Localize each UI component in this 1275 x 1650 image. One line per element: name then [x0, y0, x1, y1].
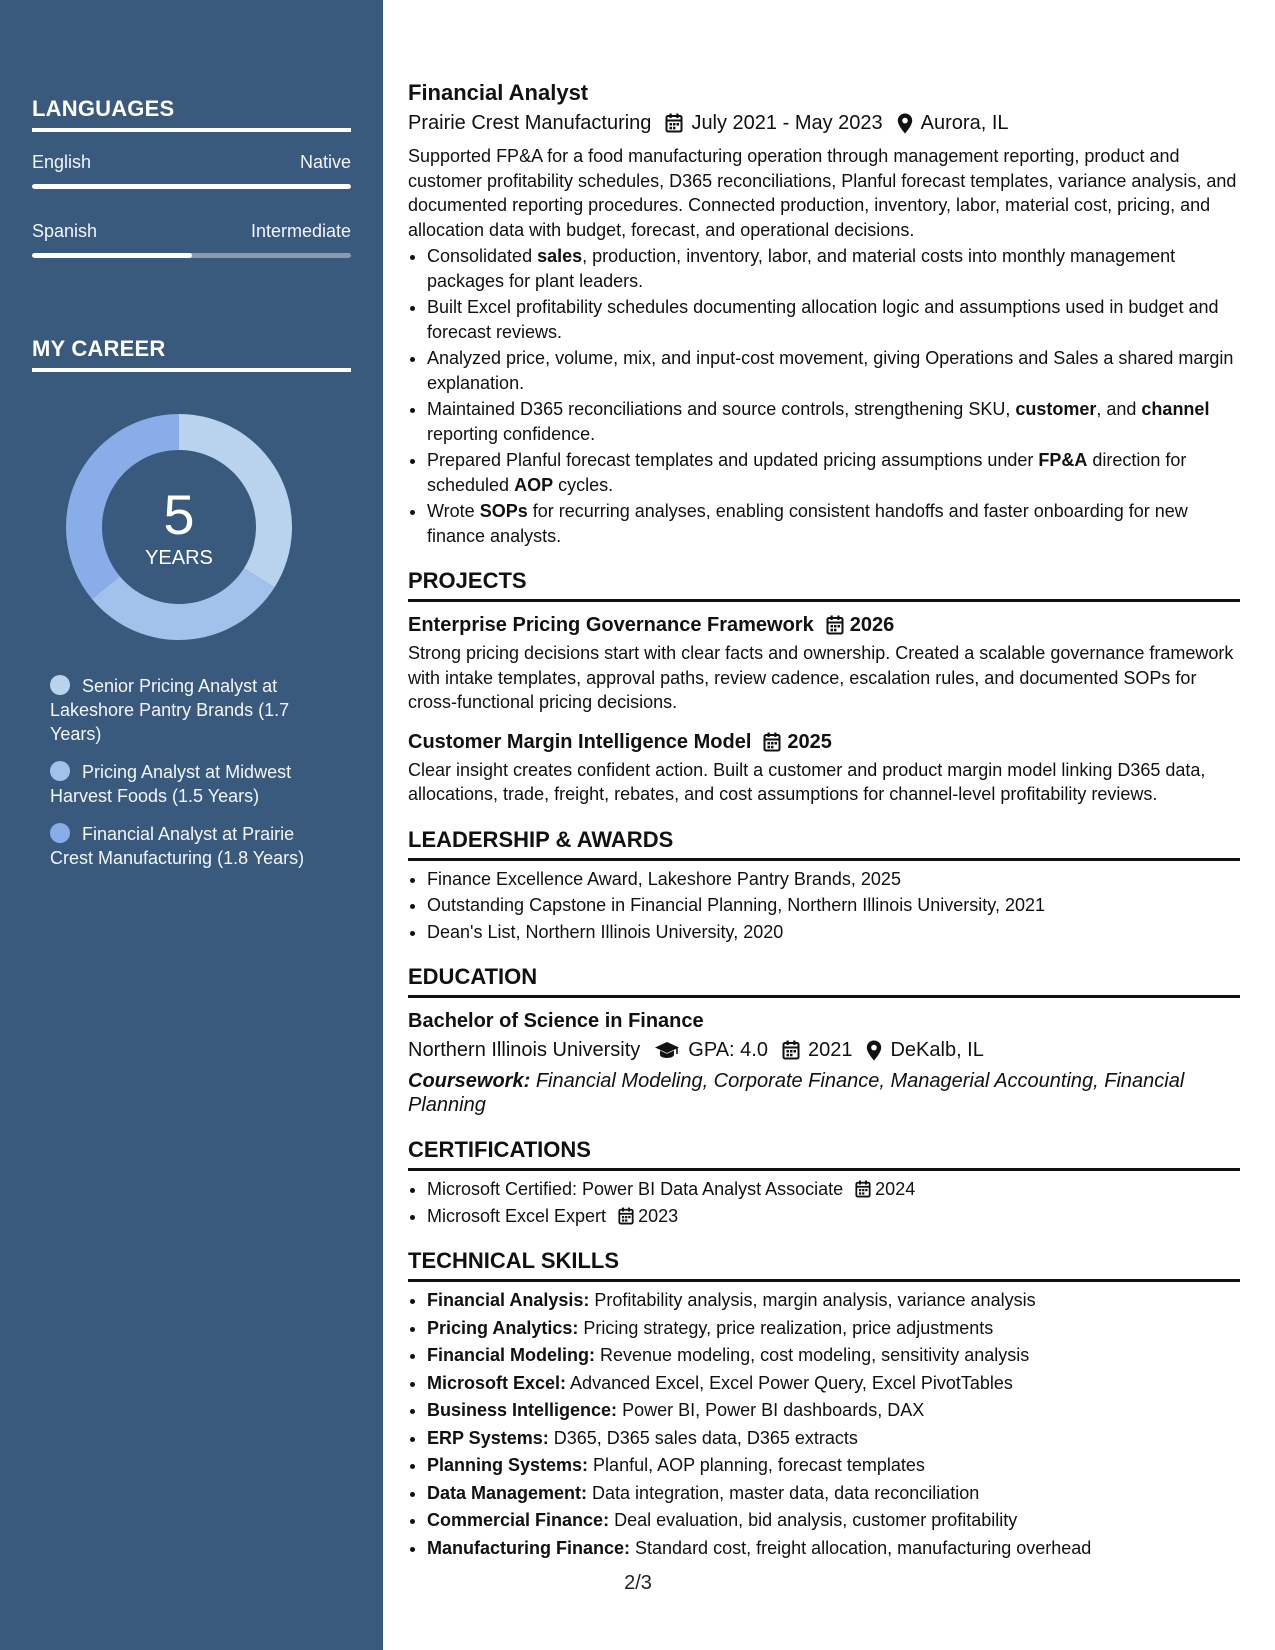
project-description: Strong pricing decisions start with clear facts and ownership. Created a scalable governance framework with intake templates, approval paths, review cadence, escalation rules, and documented SOPs for cross-functional pricing decisions.: [408, 643, 1234, 712]
job-bullet: • Prepared Planful forecast templates and updated pricing assumptions under FP&A direction for scheduled AOP cycles.: [427, 448, 1240, 497]
skill-label: Microsoft Excel:: [427, 1372, 567, 1393]
skill-label: Financial Modeling:: [427, 1345, 596, 1365]
job-meta: [408, 108, 1240, 138]
skill-label: Data Management:: [427, 1482, 588, 1503]
education-gpa: GPA: 4.0: [688, 1039, 768, 1061]
certification-year: 2024: [875, 1179, 916, 1199]
leadership-item: • Finance Excellence Award, Lakeshore Pantry Brands, 2025: [427, 867, 1240, 892]
job-bullets: [408, 244, 1240, 548]
skills-heading: TECHNICAL SKILLS: [408, 1246, 1240, 1282]
skill-item: • Planning Systems: Planful, AOP planning, forecast templates: [427, 1453, 1240, 1479]
graduation-cap-icon: [654, 1041, 680, 1059]
map-pin-icon: [897, 113, 913, 134]
skill-label: Pricing Analytics:: [427, 1317, 579, 1338]
job-bullet: • Maintained D365 reconciliations and source controls, strengthening SKU, customer, and channel reporting confidence.: [427, 397, 1240, 446]
certification-item: [427, 1177, 1240, 1202]
coursework-label: Coursework:: [408, 1070, 531, 1092]
job-bullet: • Consolidated sales, production, inventory, labor, and material costs into monthly management packages for plant leaders.: [427, 244, 1240, 293]
job-bullet: • Wrote SOPs for recurring analyses, enabling consistent handoffs and faster onboarding for new finance analysts.: [427, 499, 1240, 548]
language-bar-spanish: [32, 253, 351, 258]
language-name: Spanish: [32, 221, 98, 241]
sidebar: [0, 0, 383, 1650]
skill-item: • Manufacturing Finance: Standard cost, freight allocation, manufacturing overhead: [427, 1536, 1240, 1562]
education-location: DeKalb, IL: [890, 1039, 984, 1061]
language-bar-fill: [32, 253, 192, 258]
language-level: Intermediate: [250, 221, 351, 241]
calendar-icon: [618, 1207, 634, 1225]
certification-name: • Microsoft Certified: Power BI Data Analyst Associate: [427, 1179, 844, 1199]
project-description: Clear insight creates confident action. Built a customer and product margin model linking D365 data, allocations, trade, freight, rebates, and cost assumptions for channel-level profitability reviews.: [408, 759, 1206, 804]
skill-item: • Data Management: Data integration, master data, data reconciliation: [427, 1481, 1240, 1507]
legend-dot: [50, 675, 70, 695]
job-title: Financial Analyst: [408, 80, 589, 105]
certification-item: [427, 1204, 1240, 1229]
calendar-icon: [782, 1040, 800, 1060]
page-number: 2/3: [624, 1572, 652, 1594]
skill-label: Business Intelligence:: [427, 1400, 618, 1420]
main-content: [408, 78, 1240, 1563]
skill-label: ERP Systems:: [427, 1427, 549, 1448]
certification-name: • Microsoft Excel Expert: [427, 1205, 607, 1226]
education-meta: [408, 1035, 1240, 1065]
career-legend-item: [50, 822, 340, 870]
job-bullet: • Analyzed price, volume, mix, and input-cost movement, giving Operations and Sales a shared margin explanation.: [427, 346, 1240, 395]
projects-heading: PROJECTS: [408, 566, 1240, 602]
leadership-item: • Dean's List, Northern Illinois University, 2020: [427, 920, 1240, 945]
languages-heading: LANGUAGES: [32, 96, 351, 132]
language-bar-fill: [32, 184, 351, 189]
calendar-icon: [763, 732, 781, 752]
leadership-heading: LEADERSHIP & AWARDS: [408, 825, 1240, 861]
skill-item: • Financial Analysis: Profitability analysis, margin analysis, variance analysis: [427, 1288, 1240, 1314]
coursework: [408, 1069, 1240, 1117]
skill-item: • Financial Modeling: Revenue modeling, cost modeling, sensitivity analysis: [427, 1343, 1240, 1369]
certification-year: 2023: [638, 1205, 679, 1226]
project-year: 2026: [849, 614, 895, 636]
job-location: Aurora, IL: [920, 112, 1009, 134]
education-year: 2021: [807, 1039, 853, 1061]
calendar-icon: [826, 615, 844, 635]
career-heading: MY CAREER: [32, 336, 351, 372]
map-pin-icon: [866, 1040, 882, 1061]
project-name: Enterprise Pricing Governance Framework: [408, 614, 814, 636]
language-row-english: [32, 152, 351, 173]
career-legend: [50, 674, 340, 884]
school-name: Northern Illinois University: [408, 1039, 641, 1061]
skill-item: • Commercial Finance: Deal evaluation, bid analysis, customer profitability: [427, 1508, 1240, 1534]
skill-item: • Business Intelligence: Power BI, Power BI dashboards, DAX: [427, 1398, 1240, 1424]
certifications-list: [408, 1177, 1240, 1228]
skills-list: [408, 1288, 1240, 1561]
skill-label: Commercial Finance:: [427, 1510, 610, 1530]
language-bar-english: [32, 184, 351, 189]
career-total-number: 5: [163, 482, 195, 546]
job-dates: July 2021 - May 2023: [691, 112, 883, 134]
career-total-unit: YEARS: [145, 546, 213, 569]
career-legend-label: Financial Analyst at Prairie Crest Manufacturing (1.8 Years): [50, 824, 305, 868]
project-title: [408, 611, 1240, 639]
career-legend-item: [50, 674, 340, 746]
leadership-item: • Outstanding Capstone in Financial Planning, Northern Illinois University, 2021: [427, 893, 1240, 918]
skill-item: • ERP Systems: D365, D365 sales data, D365 extracts: [427, 1426, 1240, 1452]
skill-label: Financial Analysis:: [427, 1290, 590, 1310]
language-name: English: [32, 152, 92, 172]
career-legend-label: Pricing Analyst at Midwest Harvest Foods (1.5 Years): [50, 762, 292, 806]
job-bullet: • Built Excel profitability schedules documenting allocation logic and assumptions used in budget and forecast reviews.: [427, 295, 1240, 344]
calendar-icon: [855, 1180, 871, 1198]
legend-dot: [50, 761, 70, 781]
donut-center: [66, 414, 292, 640]
calendar-icon: [665, 113, 683, 133]
company-name: Prairie Crest Manufacturing: [408, 112, 652, 134]
education-heading: EDUCATION: [408, 962, 1240, 998]
skill-item: • Microsoft Excel: Advanced Excel, Excel Power Query, Excel PivotTables: [427, 1371, 1240, 1397]
language-level: Native: [299, 152, 351, 172]
legend-dot: [50, 823, 70, 843]
job-summary: Supported FP&A for a food manufacturing operation through management reporting, product and customer profitability schedules, D365 reconciliations, Planful forecast templates, variance analysis, and documented reporting procedures. Connected production, inventory, labor, material cost, pricing, and allocation data with budget, forecast, and operational decisions.: [408, 146, 1237, 240]
degree-title: Bachelor of Science in Finance: [408, 1010, 704, 1032]
skill-label: Planning Systems:: [427, 1455, 589, 1475]
project-title: [408, 728, 1240, 756]
skill-item: • Pricing Analytics: Pricing strategy, price realization, price adjustments: [427, 1316, 1240, 1342]
career-legend-label: Senior Pricing Analyst at Lakeshore Pantry Brands (1.7 Years): [50, 676, 290, 744]
language-row-spanish: [32, 221, 351, 242]
leadership-list: [408, 867, 1240, 945]
project-name: Customer Margin Intelligence Model: [408, 730, 752, 753]
career-donut-chart: [66, 414, 292, 640]
project-year: 2025: [787, 730, 832, 753]
certifications-heading: CERTIFICATIONS: [408, 1135, 1240, 1171]
coursework-list: Financial Modeling, Corporate Finance, Managerial Accounting, Financial Planning: [408, 1070, 1185, 1116]
skill-label: Manufacturing Finance:: [427, 1537, 631, 1558]
career-legend-item: [50, 760, 340, 808]
